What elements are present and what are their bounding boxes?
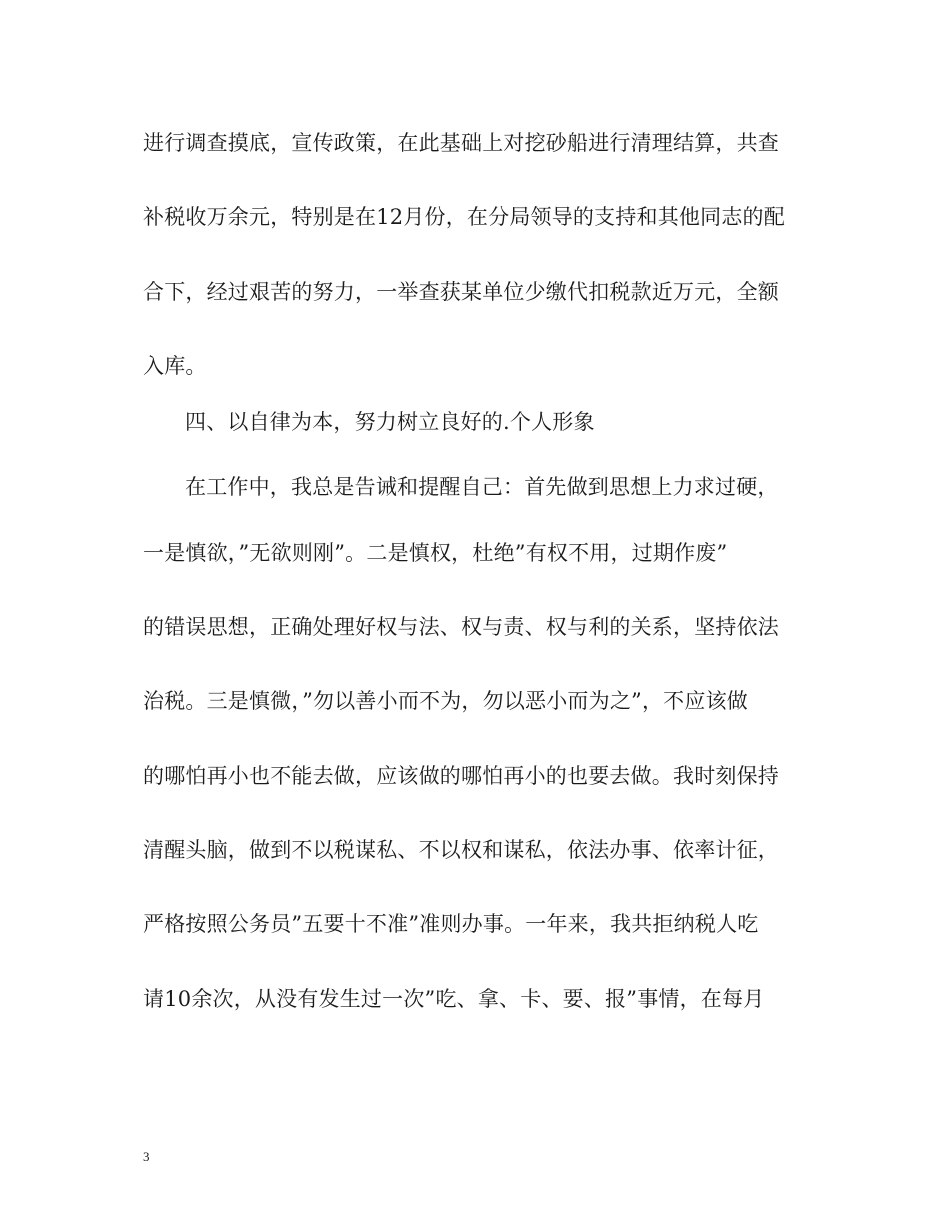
body-text-line: 补税收万余元，特别是在12月份，在分局领导的支持和其他同志的配 <box>143 205 785 229</box>
body-text-line: 的错误思想，正确处理好权与法、权与责、权与利的关系，坚持依法 <box>143 615 779 639</box>
body-text-line: 清醒头脑，做到不以税谋私、不以权和谋私，依法办事、依率计征， <box>143 838 779 862</box>
body-text-line: 入库。 <box>143 354 207 378</box>
body-text-line: 请10余次，从没有发生过一次”吃、拿、卡、要、报”事情，在每月 <box>143 987 765 1011</box>
body-text-line: 进行调查摸底，宣传政策，在此基础上对挖砂船进行清理结算，共查 <box>143 131 779 155</box>
body-text-line: 的哪怕再小也不能去做，应该做的哪怕再小的也要去做。我时刻保持 <box>143 764 779 788</box>
paragraph-first-line: 在工作中，我总是告诫和提醒自己：首先做到思想上力求过硬， <box>185 475 779 499</box>
body-text-line: 一是慎欲，”无欲则刚”。二是慎权，杜绝”有权不用，过期作废” <box>143 541 728 565</box>
body-text-line: 严格按照公务员”五要十不准”准则办事。一年来，我共拒纳税人吃 <box>143 912 759 936</box>
section-heading: 四、以自律为本，努力树立良好的.个人形象 <box>185 410 595 434</box>
body-text-line: 合下，经过艰苦的努力，一举查获某单位少缴代扣税款近万元，全额 <box>143 280 779 304</box>
body-text-line: 治税。三是慎微，”勿以善小而不为，勿以恶小而为之”，不应该做 <box>143 689 748 713</box>
page-number: 3 <box>143 1149 150 1164</box>
